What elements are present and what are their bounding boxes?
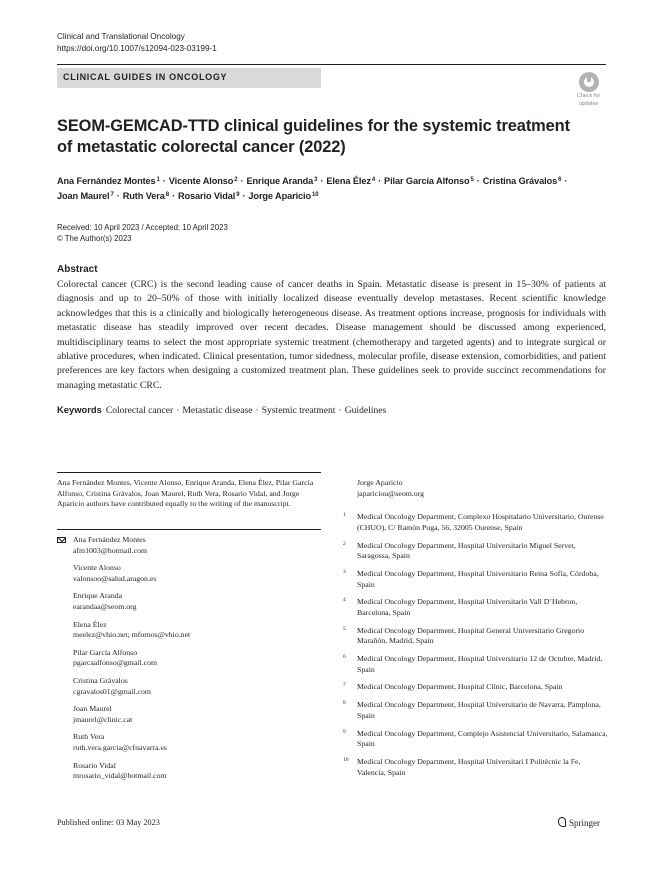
affiliation-list [343, 512, 608, 778]
author-affiliation-ref[interactable]: 2 [234, 177, 238, 183]
author-name[interactable]: Cristina Grávalos [482, 176, 558, 186]
journal-header [57, 31, 217, 55]
contact-entry [57, 591, 327, 612]
abstract-heading: Abstract [57, 264, 98, 275]
affiliation-number: 8 [343, 700, 346, 707]
contact-name: Cristina Grávalos [73, 675, 128, 685]
contact-entry [57, 704, 327, 725]
author-affiliation-ref[interactable]: 7 [110, 192, 114, 198]
author-name[interactable]: Rosario Vidal [177, 191, 236, 201]
contact-name: Joan Maurel [73, 704, 112, 714]
keywords [57, 403, 606, 417]
keyword: Systemic treatment [261, 405, 336, 416]
author-affiliation-ref[interactable]: 9 [236, 192, 240, 198]
keyword: Metastatic disease [182, 405, 253, 416]
keyword: Colorectal cancer [105, 405, 174, 416]
affiliation-text: Medical Oncology Department, Hospital Clínic, Barcelona, Spain [357, 682, 563, 692]
contact-name: Vicente Alonso [73, 563, 121, 573]
contact-email[interactable]: japariciou@seom.org [357, 488, 425, 498]
author-separator: · [476, 176, 480, 186]
affiliation-number: 1 [343, 512, 346, 519]
title-line-2: of metastatic colorectal cancer (2022) [57, 138, 346, 156]
affiliation-text: Medical Oncology Department, Complejo Asistencial Universitario, Salamanca, Spain [357, 728, 608, 749]
affiliation-item [343, 512, 608, 533]
affiliation-number: 4 [343, 597, 346, 604]
footnote-rule-2 [57, 529, 321, 530]
contact-name: Ana Fernández Montes [73, 535, 146, 544]
contact-name: Jorge Aparicio [357, 478, 403, 487]
affiliation-number: 7 [343, 682, 346, 689]
author-separator: · [378, 176, 382, 186]
keyword: Guidelines [344, 405, 387, 416]
check-updates-line1: Check for [576, 93, 601, 99]
author-separator: · [162, 176, 166, 186]
author-name[interactable]: Ruth Vera [122, 191, 165, 201]
affiliation-number: 6 [343, 654, 346, 661]
contact-email[interactable]: pgarcaalfonso@gmail.com [73, 658, 158, 668]
author-separator: · [564, 176, 568, 186]
contact-email[interactable]: ruth.vera.garcia@cfnavarra.es [73, 742, 167, 752]
author-name[interactable]: Ana Fernández Montes [57, 176, 156, 186]
doi-link[interactable]: https://doi.org/10.1007/s12094-023-03199-1 [57, 44, 217, 53]
author-name[interactable]: Vicente Alonso [168, 176, 234, 186]
footnote-rule [57, 472, 321, 473]
section-label: CLINICAL GUIDES IN ONCOLOGY [63, 72, 228, 82]
journal-name: Clinical and Translational Oncology [57, 32, 185, 41]
affiliation-number: 5 [343, 625, 346, 632]
publisher-logo [558, 817, 600, 828]
affiliation-number: 2 [343, 540, 346, 547]
contact-entry [57, 535, 327, 556]
author-separator: · [320, 176, 324, 186]
check-for-updates-badge[interactable] [571, 72, 606, 106]
affiliation-item [343, 729, 608, 750]
author-affiliation-ref[interactable]: 6 [558, 177, 562, 183]
contact-entry [57, 761, 327, 782]
keywords-list [106, 405, 386, 416]
affiliation-text: Medical Oncology Department, Complexo Hospitalario Universitario, Ourense (CHUO), C/ Ramón Puga, 56, 32005 Ourense, Spain [357, 512, 604, 532]
author-name[interactable]: Enrique Aranda [246, 176, 314, 186]
author-affiliation-ref[interactable]: 10 [312, 192, 319, 198]
affiliation-item [343, 700, 608, 721]
affiliation-item [343, 541, 608, 562]
contact-entry [57, 648, 327, 669]
author-separator: · [242, 191, 246, 201]
affiliation-text: Medical Oncology Department, Hospital General Universitario Gregorio Marañón, Madrid, Spain [357, 625, 585, 646]
contribution-note: Ana Fernández Montes, Vicente Alonso, Enrique Aranda, Elena Élez, Pilar García Alfonso, Cristina Grávalos, Joan Maurel, Ruth Vera, Rosario Vidal, and Jorge Aparicio authors have contributed equally to the writing of the manuscript. [57, 478, 314, 509]
author-affiliation-ref[interactable]: 8 [165, 192, 169, 198]
article-title [57, 116, 577, 158]
keyword-separator: · [338, 405, 342, 416]
author-affiliation-ref[interactable]: 5 [470, 177, 474, 183]
affiliation-text: Medical Oncology Department, Hospital Universitario 12 de Octubre, Madrid, Spain [357, 654, 603, 674]
title-line-1: SEOM-GEMCAD-TTD clinical guidelines for the systemic treatment [57, 117, 570, 135]
contact-entry [57, 620, 327, 641]
author-affiliation-ref[interactable]: 3 [314, 177, 318, 183]
author-affiliation-ref[interactable]: 1 [156, 177, 160, 183]
header-rule [57, 64, 606, 65]
affiliation-text: Medical Oncology Department, Hospital Universitario Miguel Servet, Saragossa, Spain [357, 540, 576, 561]
contact-name: Elena Élez [73, 619, 107, 629]
abstract-text: Colorectal cancer (CRC) is the second leading cause of cancer deaths in Spain. Metastatic disease is present in 15–30% of patients at diagnosis and up to 20–50% of those with initially localized disease eventually develop metastases. Recent scientific knowledge acknowledges that this is a clinically and biologically heterogeneous disease. As treatment options increase, prognosis for individuals with metastatic disease has steadily improved over recent decades. Disease management should be discussed among experienced, multidisciplinary teams to select the most appropriate systemic treatment (chemotherapy and targeted agents) and to integrate surgical or ablative procedures, when indicated. Clinical presentation, tumor sidedness, molecular profile, disease extension, comorbidities, and patient preferences are key factors when designing a customized treatment plan. These guidelines seek to provide succinct recommendations for managing metastatic CRC. [57, 279, 606, 391]
affiliation-item [343, 757, 608, 778]
check-updates-line2: updates [578, 100, 599, 107]
affiliation-number: 9 [343, 728, 346, 735]
affiliation-item [343, 569, 608, 590]
contact-email[interactable]: meelez@vhio.net; mfornos@vhio.net [73, 630, 191, 640]
publisher-name: Springer [569, 818, 600, 828]
author-line-2 [57, 189, 617, 204]
published-date: Published online: 03 May 2023 [57, 818, 160, 827]
contact-name: Enrique Aranda [73, 591, 123, 601]
affiliation-text: Medical Oncology Department, Hospital Universitario de Navarra, Pamplona, Spain [357, 700, 601, 720]
contact-email[interactable]: valonsoo@salud.aragon.es [73, 573, 157, 583]
keyword-separator: · [255, 405, 259, 416]
contact-entry [57, 732, 327, 753]
springer-horse-icon [558, 817, 566, 827]
affiliation-item [343, 682, 608, 693]
contact-email[interactable]: cgravalos01@gmail.com [73, 686, 151, 696]
section-banner [57, 68, 321, 88]
contact-entry [57, 676, 327, 697]
contact-jorge-aparicio [343, 478, 608, 499]
author-line-1 [57, 174, 617, 189]
contact-entry [57, 563, 327, 584]
keywords-label: Keywords [57, 404, 102, 415]
affiliations-column [343, 478, 608, 785]
contact-email[interactable]: earandaa@seom.org [73, 601, 137, 611]
author-name[interactable]: Elena Élez [326, 176, 371, 186]
author-name[interactable]: Jorge Aparicio [248, 191, 312, 201]
keyword-separator: · [176, 405, 180, 416]
contact-email[interactable]: jmaurel@clinic.cat [73, 714, 133, 724]
affiliation-number: 10 [343, 756, 349, 763]
affiliation-number: 3 [343, 568, 346, 575]
contact-email[interactable]: mrosario_vidal@hotmail.com [73, 771, 167, 781]
copyright: © The Author(s) 2023 [57, 234, 132, 243]
affiliation-text: Medical Oncology Department, Hospital Universitari I Politècnic la Fe, Valencia, Spain [357, 756, 581, 777]
affiliation-item [343, 597, 608, 618]
received-accepted: Received: 10 April 2023 / Accepted: 10 April 2023 [57, 223, 228, 232]
check-updates-icon [579, 72, 599, 92]
author-affiliation-ref[interactable]: 4 [371, 177, 376, 183]
author-name[interactable]: Pilar García Alfonso [384, 176, 470, 186]
author-list [57, 174, 617, 204]
contact-name: Rosario Vidal [73, 760, 116, 770]
contact-name: Pilar García Alfonso [73, 647, 138, 657]
contact-name: Ruth Vera [73, 732, 105, 742]
corresponding-contacts [57, 535, 327, 789]
author-separator: · [240, 176, 244, 186]
article-dates [57, 222, 228, 244]
contact-email[interactable]: afm1003@hotmail.com [73, 545, 148, 555]
affiliation-text: Medical Oncology Department, Hospital Universitario Vall D’Hebron, Barcelona, Spain [357, 597, 578, 617]
envelope-icon [57, 537, 66, 543]
affiliation-item [343, 654, 608, 675]
affiliation-text: Medical Oncology Department, Hospital Universitario Reina Sofía, Córdoba, Spain [357, 568, 599, 589]
author-separator: · [116, 191, 120, 201]
author-separator: · [171, 191, 175, 201]
author-name[interactable]: Joan Maurel [57, 191, 110, 201]
affiliation-item [343, 626, 608, 647]
